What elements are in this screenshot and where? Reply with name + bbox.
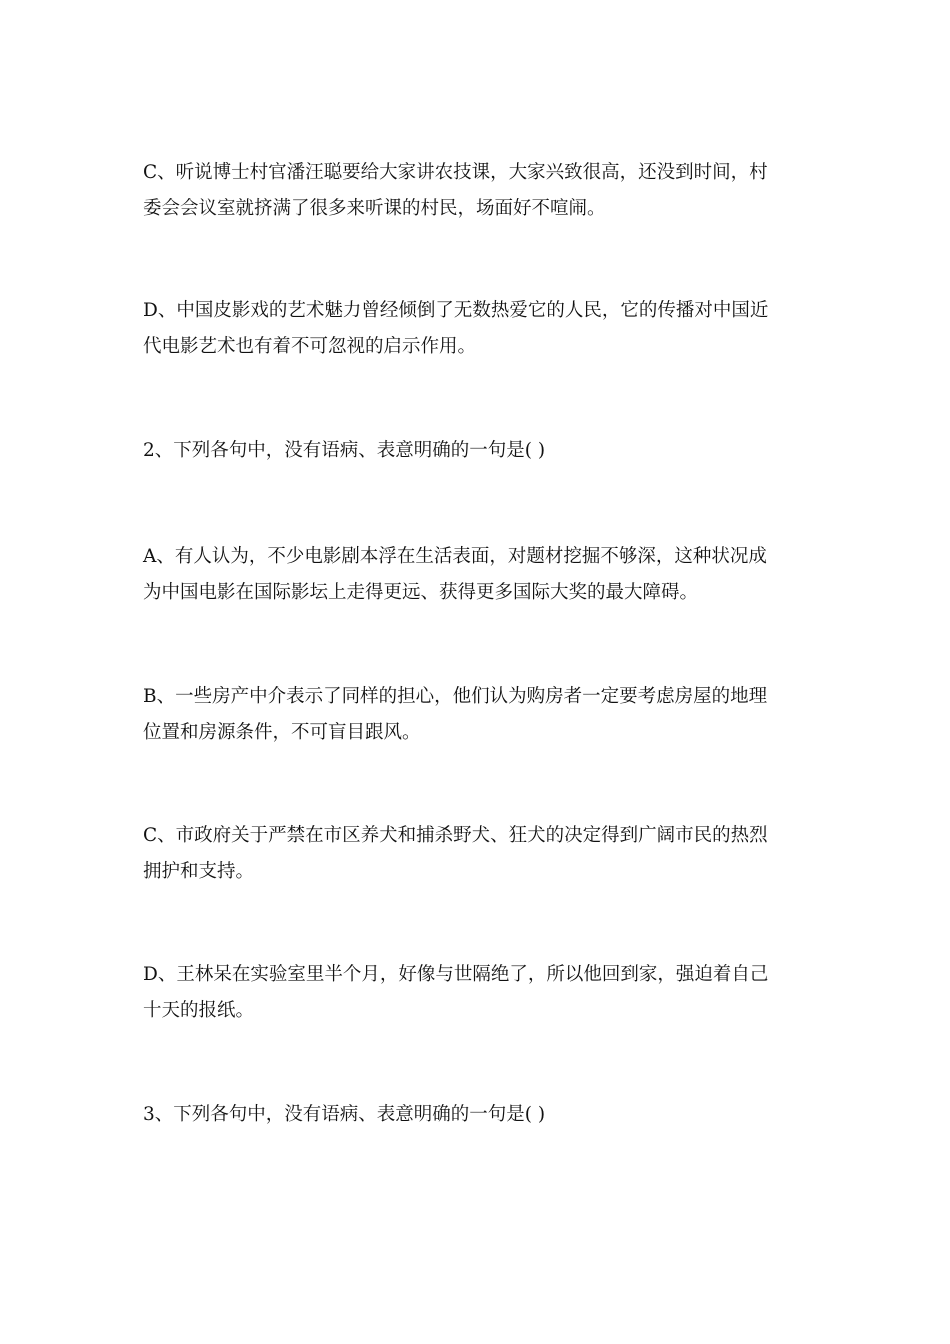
option-1c-paragraph: [143, 155, 803, 227]
option-2c-line-1: C、市政府关于严禁在市区养犬和捕杀野犬、狂犬的决定得到广阔市民的热烈: [143, 825, 768, 846]
question-2-line-1: 2、下列各句中，没有语病、表意明确的一句是( ): [143, 440, 546, 461]
option-2a-paragraph: [143, 539, 803, 611]
option-1d-line-2: 代电影艺术也有着不可忽视的启示作用。: [143, 336, 477, 357]
option-2b-line-2: 位置和房源条件，不可盲目跟风。: [143, 722, 421, 743]
option-2a-line-1: A、有人认为，不少电影剧本浮在生活表面，对题材挖掘不够深，这种状况成: [143, 546, 767, 567]
option-2d-paragraph: [143, 957, 803, 1029]
option-2c-line-2: 拥护和支持。: [143, 861, 255, 882]
option-2c-paragraph: [143, 818, 803, 890]
option-1c-line-1: C、听说博士村官潘汪聪要给大家讲农技课，大家兴致很高，还没到时间，村: [143, 162, 768, 183]
option-2b-paragraph: [143, 679, 803, 751]
option-2a-line-2: 为中国电影在国际影坛上走得更远、获得更多国际大奖的最大障碍。: [143, 582, 699, 603]
option-2d-line-2: 十天的报纸。: [143, 1000, 255, 1021]
option-1c-line-2: 委会会议室就挤满了很多来听课的村民，场面好不喧闹。: [143, 198, 606, 219]
option-1d-line-1: D、中国皮影戏的艺术魅力曾经倾倒了无数热爱它的人民，它的传播对中国近: [143, 300, 769, 321]
option-2d-line-1: D、王林呆在实验室里半个月，好像与世隔绝了，所以他回到家，强迫着自己: [143, 964, 769, 985]
option-2b-line-1: B、一些房产中介表示了同样的担心，他们认为购房者一定要考虑房屋的地理: [143, 686, 768, 707]
question-3-line-1: 3、下列各句中，没有语病、表意明确的一句是( ): [143, 1104, 546, 1125]
question-3-paragraph: [143, 1097, 803, 1133]
question-2-paragraph: [143, 433, 803, 469]
option-1d-paragraph: [143, 293, 803, 365]
